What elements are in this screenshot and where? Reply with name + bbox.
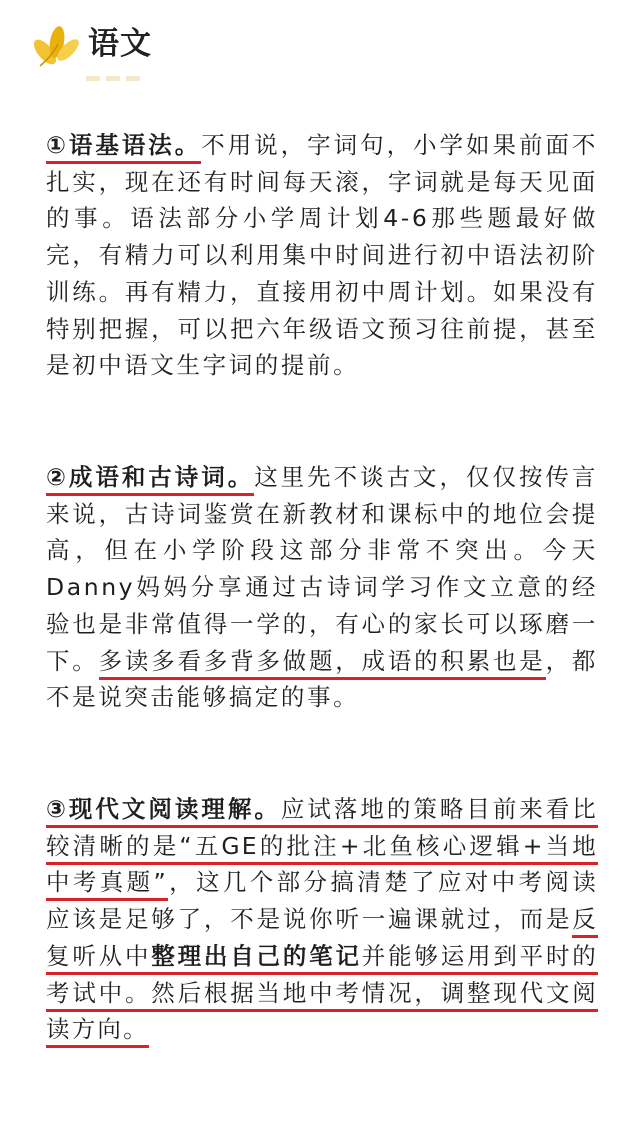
section-2-body: 这里先不谈古文，仅仅按传言来说，古诗词鉴赏在新教材和课标中的地位会提高，但在小学阶段这部分非常不突出。今天Danny妈妈分享通过古诗词学习作文立意的经验也是非常值得一学的，有心的家长可以琢磨一下。 bbox=[46, 463, 598, 675]
section-3-body: ，这几个部分搞清楚了应对中考阅读应该是足够了，不是说你听一遍课就过，而是 bbox=[46, 868, 598, 934]
section-2-highlight: 多读多看多背多做题，成语的积累也是 bbox=[99, 647, 546, 680]
section-2-heading: ②成语和古诗词。 bbox=[46, 463, 254, 496]
title-decoration bbox=[86, 66, 156, 72]
section-3-highlight-2: 反复听从中 bbox=[46, 905, 598, 975]
section-3-highlight-3: 并能够运用到平时的考试中。然后根据当地中考情况，调整现代文阅读方向。 bbox=[46, 942, 598, 1048]
section-1-body: 不用说，字词句，小学如果前面不扎实，现在还有时间每天滚，字词就是每天见面的事。语法部分小学周计划4-6那些题最好做完，有精力可以利用集中时间进行初中语法初阶训练。再有精力，直接用初中周计划。如果没有特别把握，可以把六年级语文预习往前提，甚至是初中语文生字词的提前。 bbox=[46, 131, 598, 380]
section-3 bbox=[46, 791, 598, 1048]
section-3-bold-highlight: 整理出自己的笔记 bbox=[151, 942, 362, 975]
section-2-body-end: ，都不是说突击能够搞定的事。 bbox=[46, 646, 599, 712]
page-title: 语文 bbox=[88, 26, 152, 62]
leaf-icon bbox=[30, 22, 80, 70]
section-1 bbox=[46, 127, 598, 384]
section-1-heading: ①语基语法。 bbox=[46, 131, 201, 164]
section-header bbox=[30, 20, 230, 80]
section-3-highlight-1: 应试落地的策略目前来看比较清晰的是“五GE的批注+北鱼核心逻辑+当地中考真题” bbox=[46, 795, 598, 901]
section-3-heading: ③现代文阅读理解。 bbox=[46, 795, 281, 828]
section-2 bbox=[46, 459, 598, 716]
